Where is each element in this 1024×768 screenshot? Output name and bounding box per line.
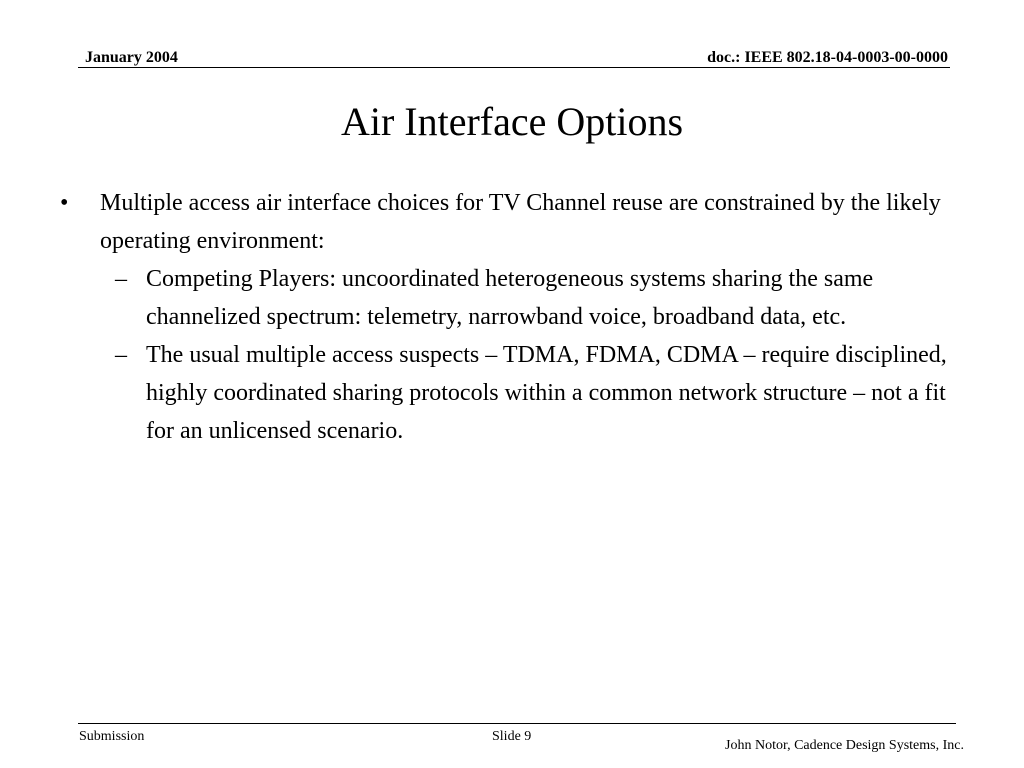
bullet-item (60, 184, 960, 260)
slide-title: Air Interface Options (340, 99, 684, 144)
header-divider (78, 67, 950, 68)
sub-bullet-marker: – (115, 266, 127, 292)
footer-author: John Notor, Cadence Design Systems, Inc. (725, 738, 964, 753)
header-date: January 2004 (85, 49, 178, 66)
bullet-text: Multiple access air interface choices for TV Channel reuse are constrained by the likely operating environment: (100, 190, 941, 254)
footer-submission: Submission (79, 729, 145, 744)
slide-body (60, 184, 960, 450)
sub-bullet-item (60, 336, 960, 450)
footer-divider (78, 723, 956, 724)
sub-bullet-text: Competing Players: uncoordinated heterogeneous systems sharing the same channelized spectrum: telemetry, narrowband voice, broadband data, etc. (146, 266, 874, 330)
sub-bullet-item (60, 260, 960, 336)
header-doc-id: doc.: IEEE 802.18-04-0003-00-0000 (707, 49, 948, 66)
bullet-marker: • (60, 190, 69, 216)
sub-bullet-text: The usual multiple access suspects – TDMA, FDMA, CDMA – require disciplined, highly coordinated sharing protocols within a common network structure – not a fit for an unlicensed scenario. (146, 342, 947, 444)
sub-bullet-marker: – (115, 342, 127, 368)
footer-slide-number: Slide 9 (492, 729, 532, 744)
